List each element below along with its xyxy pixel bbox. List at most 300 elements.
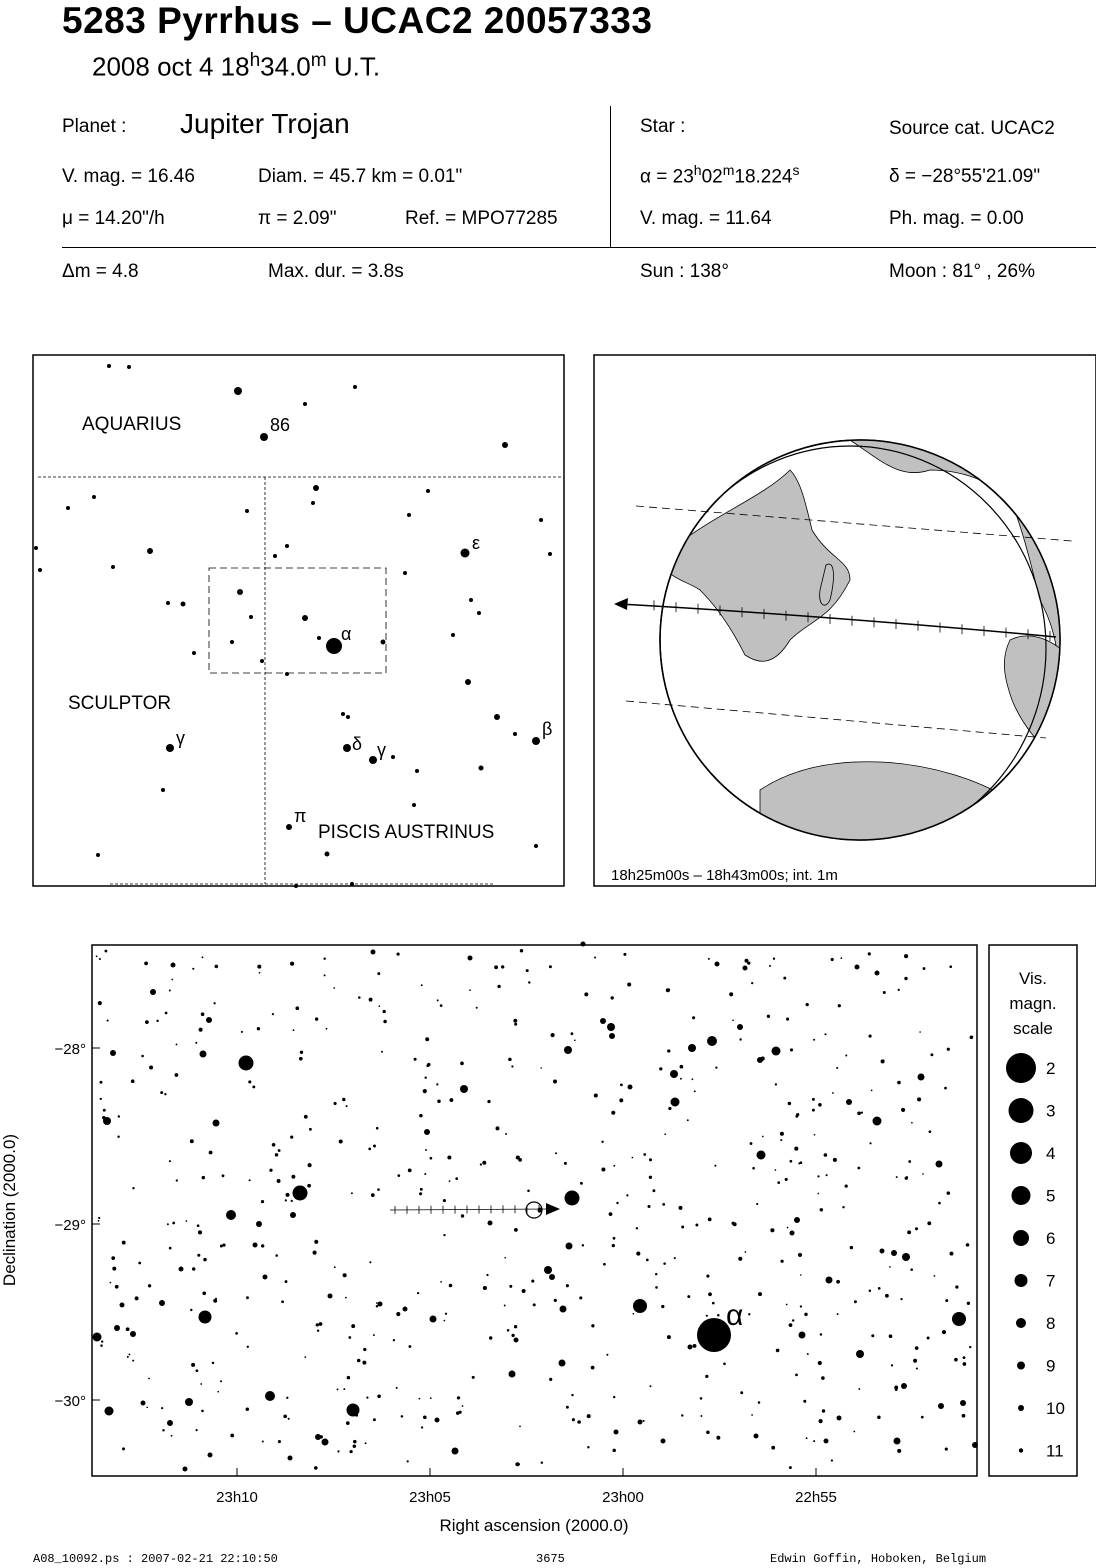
chart-star-faint: [587, 1414, 591, 1418]
chart-star-faint: [486, 1274, 488, 1276]
chart-star-faint: [176, 1043, 178, 1045]
chart-star-faint: [824, 1153, 828, 1157]
label-star-86: 86: [270, 415, 291, 435]
finder-star: [230, 640, 234, 644]
chart-star-faint: [922, 1173, 924, 1175]
chart-star-faint: [619, 1098, 623, 1102]
chart-star-faint: [514, 1325, 517, 1328]
chart-star-faint: [285, 1280, 288, 1283]
chart-star-faint: [739, 1038, 741, 1040]
chart-star: [972, 1442, 978, 1448]
x-axis-label: Right ascension (2000.0): [439, 1516, 629, 1535]
chart-star: [114, 1325, 120, 1331]
chart-star-faint: [319, 1322, 323, 1326]
chart-star: [208, 1453, 213, 1458]
path-direction-arrow: [614, 598, 628, 610]
scale-label: 3: [1046, 1101, 1056, 1121]
chart-star: [159, 1300, 165, 1306]
chart-star-faint: [601, 1167, 605, 1171]
chart-star-faint: [857, 1111, 861, 1115]
finder-star: [325, 852, 330, 857]
chart-star-faint: [712, 1302, 715, 1305]
chart-star: [799, 1332, 806, 1339]
footer-author: Edwin Goffin, Hoboken, Belgium: [770, 1552, 987, 1566]
chart-star-faint: [769, 965, 771, 967]
chart-star-faint: [824, 1033, 826, 1035]
chart-star-faint: [745, 959, 749, 963]
chart-star-faint: [504, 1257, 506, 1259]
chart-star-faint: [197, 1224, 200, 1227]
finder-star: [479, 766, 484, 771]
chart-star-faint: [319, 1435, 322, 1438]
chart-star-faint: [122, 1447, 125, 1450]
chart-star-faint: [275, 1153, 278, 1156]
ytick-label-29: −29°: [54, 1217, 86, 1234]
chart-star-faint: [190, 1139, 194, 1143]
label-aquarius: AQUARIUS: [82, 414, 182, 435]
finder-star: [96, 853, 100, 857]
ra-sec: 18.224: [734, 166, 793, 188]
chart-star-faint: [195, 1042, 197, 1044]
chart-star-faint: [820, 1208, 823, 1211]
chart-star-faint: [293, 1029, 295, 1031]
ra-prefix: α = 23: [640, 166, 694, 188]
chart-star-faint: [445, 1313, 447, 1315]
finder-star: [127, 365, 131, 369]
chart-star-faint: [836, 1067, 838, 1069]
chart-star: [952, 1312, 966, 1326]
chart-star-faint: [687, 1119, 689, 1121]
chart-star-faint: [127, 1356, 129, 1358]
label-pi: π: [294, 806, 307, 826]
chart-star-faint: [440, 1004, 443, 1007]
chart-star-faint: [408, 1169, 412, 1173]
chart-star-faint: [921, 1416, 924, 1419]
chart-star-faint: [616, 1202, 618, 1204]
chart-star: [855, 965, 860, 970]
chart-star-faint: [845, 1054, 847, 1056]
finder-star: [391, 755, 395, 759]
label-piscis-austrinus: PISCIS AUSTRINUS: [318, 822, 495, 843]
chart-star-faint: [430, 1157, 433, 1160]
chart-star-faint: [373, 1145, 376, 1148]
chart-star-faint: [845, 1184, 848, 1187]
chart-star-faint: [230, 1434, 234, 1438]
chart-star-faint: [788, 1102, 791, 1105]
chart-star-faint: [98, 1001, 102, 1005]
chart-star-faint: [826, 1174, 828, 1176]
chart-star-faint: [334, 1102, 337, 1105]
chart-star-faint: [423, 1089, 427, 1093]
chart-star: [403, 1307, 408, 1312]
chart-star-faint: [795, 1374, 798, 1377]
chart-star-faint: [676, 1100, 679, 1103]
chart-star-faint: [507, 1329, 510, 1332]
chart-star-faint: [290, 1136, 293, 1139]
chart-star-faint: [885, 1294, 889, 1298]
chart-star-faint: [587, 1446, 589, 1448]
chart-star-faint: [381, 1051, 383, 1053]
chart-star: [846, 1099, 852, 1105]
chart-star: [488, 1221, 493, 1226]
chart-star-faint: [832, 1092, 834, 1094]
scale-label: 2: [1046, 1059, 1056, 1078]
minutes-text: 34.0: [260, 51, 311, 82]
chart-star-faint: [261, 1244, 264, 1247]
chart-star: [130, 1331, 136, 1337]
chart-star-faint: [897, 1081, 901, 1085]
chart-star: [633, 1299, 647, 1313]
chart-star-faint: [833, 1158, 837, 1162]
finder-star: [66, 506, 70, 510]
chart-star: [200, 1051, 207, 1058]
finder-star: [166, 601, 170, 605]
chart-star-faint: [449, 1180, 451, 1182]
chart-star-faint: [792, 1319, 794, 1321]
chart-star-faint: [854, 1300, 857, 1303]
label-sculptor: SCULPTOR: [68, 693, 172, 714]
chart-star-faint: [789, 1323, 793, 1327]
ytick-label-28: −28°: [54, 1041, 86, 1058]
chart-star-faint: [668, 1107, 671, 1110]
chart-star-faint: [777, 1181, 780, 1184]
chart-star-faint: [326, 1028, 328, 1030]
chart-star: [105, 1407, 114, 1416]
chart-star-faint: [346, 1105, 348, 1107]
page-title: 5283 Pyrrhus – UCAC2 20057333: [62, 0, 653, 41]
chart-star-faint: [369, 998, 373, 1002]
chart-star: [688, 1345, 693, 1350]
chart-star: [452, 1448, 459, 1455]
moon-info: Moon : 81° , 26%: [889, 261, 1035, 282]
chart-star: [607, 1023, 615, 1031]
chart-star-faint: [954, 1358, 958, 1362]
chart-star-faint: [812, 1098, 815, 1101]
chart-star-faint: [636, 1252, 640, 1256]
chart-star-faint: [505, 1133, 507, 1135]
chart-star-faint: [868, 952, 871, 955]
chart-star: [460, 1085, 468, 1093]
chart-star-faint: [100, 1081, 103, 1084]
chart-star-faint: [440, 1281, 442, 1283]
chart-star-faint: [171, 1435, 173, 1437]
finder-star: [161, 788, 165, 792]
chart-star: [566, 1243, 573, 1250]
chart-star-faint: [796, 1113, 799, 1116]
chart-star-faint: [814, 1134, 816, 1136]
chart-star-faint: [526, 969, 529, 972]
finder-star: [326, 638, 342, 654]
chart-star-faint: [680, 1078, 682, 1080]
chart-star-faint: [817, 1175, 819, 1177]
chart-star-faint: [277, 1179, 281, 1183]
chart-star-faint: [314, 1240, 318, 1244]
finder-star: [34, 546, 38, 550]
chart-star-faint: [192, 968, 194, 970]
chart-star-faint: [770, 1228, 774, 1232]
chart-star: [894, 1438, 901, 1445]
chart-star-faint: [549, 965, 552, 968]
chart-star-faint: [549, 1378, 552, 1381]
chart-star-faint: [919, 1031, 921, 1033]
chart-star-faint: [694, 1090, 696, 1092]
chart-star-faint: [278, 1149, 281, 1152]
chart-star-faint: [196, 1369, 199, 1372]
chart-star-faint: [286, 1397, 288, 1399]
finder-star: [407, 513, 411, 517]
ut-suffix: U.T.: [326, 51, 381, 82]
hour-sup: h: [249, 50, 261, 71]
chart-star-faint: [938, 1202, 941, 1205]
chart-star-faint: [259, 972, 261, 974]
chart-star-faint: [871, 1334, 874, 1337]
chart-star-faint: [913, 1359, 917, 1363]
chart-star-faint: [901, 1108, 905, 1112]
chart-star-faint: [700, 1397, 703, 1400]
chart-star-faint: [203, 1258, 206, 1261]
chart-star-faint: [927, 1221, 931, 1225]
chart-star-faint: [112, 1267, 116, 1271]
chart-star-faint: [424, 1173, 426, 1175]
chart-star: [824, 1439, 829, 1444]
finder-star: [147, 548, 153, 554]
finder-star: [451, 633, 455, 637]
chart-star-faint: [172, 1222, 175, 1225]
chart-star: [737, 1024, 743, 1030]
chart-star-faint: [564, 1162, 567, 1165]
chart-star: [430, 1316, 437, 1323]
detail-frame: [92, 945, 977, 1476]
chart-star: [826, 1277, 833, 1284]
chart-star-faint: [612, 1244, 615, 1247]
scale-dot: [1013, 1230, 1029, 1246]
scale-label: 11: [1046, 1441, 1064, 1461]
chart-star-faint: [745, 1251, 747, 1253]
chart-star-faint: [758, 1401, 761, 1404]
chart-star: [206, 1017, 212, 1023]
chart-star-faint: [761, 1057, 765, 1061]
planet-type: Jupiter Trojan: [180, 108, 350, 139]
scale-dot: [1009, 1098, 1034, 1123]
chart-star-faint: [819, 1419, 823, 1423]
finder-star: [532, 737, 540, 745]
finder-star: [260, 433, 268, 441]
chart-star-faint: [659, 1067, 662, 1070]
chart-star-faint: [349, 1450, 352, 1453]
chart-star-faint: [723, 1362, 726, 1365]
chart-star-faint: [288, 1418, 290, 1420]
planet-diameter: Diam. = 45.7 km = 0.01": [258, 166, 463, 187]
chart-star-faint: [620, 1084, 623, 1087]
chart-star-faint: [748, 1313, 750, 1315]
chart-star-faint: [165, 1012, 168, 1015]
chart-star-faint: [613, 1396, 615, 1398]
chart-star-faint: [929, 1130, 932, 1133]
chart-star-faint: [695, 1224, 698, 1227]
finder-star: [343, 744, 351, 752]
chart-star-faint: [200, 1383, 202, 1385]
chart-star-faint: [751, 982, 753, 984]
chart-star-faint: [955, 1285, 958, 1288]
chart-star-faint: [337, 1450, 339, 1452]
chart-star: [600, 1018, 606, 1024]
chart-star-faint: [817, 1193, 819, 1195]
chart-star-faint: [281, 1300, 284, 1303]
chart-star-faint: [889, 1334, 893, 1338]
chart-star-faint: [383, 1010, 386, 1013]
chart-star-faint: [377, 972, 380, 975]
chart-star-faint: [900, 1298, 902, 1300]
chart-star: [256, 1221, 262, 1227]
chart-star-faint: [376, 1127, 379, 1130]
label-alpha: α: [341, 624, 352, 644]
chart-star-faint: [591, 1324, 594, 1327]
chart-star-faint: [786, 1018, 789, 1021]
chart-star-faint: [487, 1100, 490, 1103]
chart-star-faint: [424, 1076, 426, 1078]
chart-star: [120, 1303, 125, 1308]
chart-star-faint: [379, 1005, 381, 1007]
chart-star-faint: [652, 1189, 655, 1192]
chart-star-faint: [100, 1344, 103, 1347]
chart-star: [564, 1046, 572, 1054]
chart-star-faint: [790, 1048, 793, 1051]
star-label: Star :: [640, 116, 686, 137]
chart-star-faint: [582, 1244, 584, 1246]
chart-star: [93, 1333, 102, 1342]
chart-star-faint: [96, 955, 98, 957]
chart-star-faint: [333, 987, 335, 989]
chart-star-faint: [358, 996, 361, 999]
chart-star-faint: [820, 1333, 822, 1335]
chart-star-faint: [145, 1020, 149, 1024]
finder-star: [426, 489, 430, 493]
chart-star-faint: [483, 1286, 487, 1290]
chart-star-faint: [461, 1214, 464, 1217]
chart-star-faint: [160, 1091, 163, 1094]
asteroid-direction-arrow: [546, 1203, 560, 1215]
chart-star-faint: [99, 958, 101, 960]
sun-elongation: Sun : 138°: [640, 261, 729, 282]
chart-star-faint: [511, 1065, 513, 1067]
finder-star: [107, 364, 111, 368]
chart-star-faint: [806, 1437, 808, 1439]
chart-star-faint: [785, 1178, 788, 1181]
finder-star: [92, 495, 96, 499]
chart-star-faint: [910, 1268, 913, 1271]
chart-star-faint: [869, 1289, 872, 1292]
finder-star: [273, 554, 277, 558]
chart-star-faint: [161, 1407, 163, 1409]
chart-star-faint: [419, 1192, 422, 1195]
finder-star: [350, 882, 354, 886]
chart-star-faint: [220, 1245, 223, 1248]
chart-star-faint: [649, 1158, 652, 1161]
chart-star-faint: [693, 1344, 697, 1348]
finder-star: [513, 732, 517, 736]
chart-star: [293, 1186, 308, 1201]
chart-star-faint: [904, 954, 908, 958]
chart-star-faint: [706, 1275, 709, 1278]
chart-star-faint: [257, 1027, 260, 1030]
chart-star-faint: [342, 1098, 345, 1101]
max-duration: Max. dur. = 3.8s: [268, 261, 404, 282]
scale-title-2: magn.: [1009, 994, 1057, 1013]
chart-star-faint: [393, 1339, 395, 1341]
chart-star-faint: [195, 1429, 197, 1431]
chart-star-faint: [780, 1132, 784, 1136]
chart-star-faint: [674, 1257, 676, 1259]
chart-star-faint: [257, 965, 261, 969]
chart-star-faint: [611, 996, 614, 999]
chart-star: [514, 1338, 519, 1343]
chart-star-faint: [613, 1165, 615, 1167]
finder-chart: [33, 355, 564, 888]
chart-star-faint: [397, 953, 400, 956]
chart-star-faint: [930, 1053, 933, 1056]
y-axis-label: Declination (2000.0): [0, 1133, 19, 1287]
chart-star-faint: [551, 1033, 555, 1037]
chart-star-faint: [740, 1391, 743, 1394]
chart-star-faint: [881, 1059, 885, 1063]
chart-star-faint: [804, 1313, 807, 1316]
finder-star: [260, 659, 264, 663]
ra-min: 02: [701, 166, 723, 188]
chart-star-faint: [504, 1305, 506, 1307]
footer-file: A08_10092.ps : 2007-02-21 22:10:50: [33, 1552, 278, 1566]
chart-star-faint: [167, 1223, 169, 1225]
chart-star-faint: [104, 950, 107, 953]
chart-star-faint: [572, 1418, 575, 1421]
chart-star-faint: [896, 1176, 898, 1178]
chart-star-faint: [708, 1218, 712, 1222]
chart-star: [717, 1344, 723, 1350]
scale-dot: [1019, 1448, 1023, 1452]
chart-star-faint: [363, 1348, 366, 1351]
chart-star-faint: [316, 1323, 319, 1326]
chart-star-faint: [831, 958, 834, 961]
chart-star-faint: [714, 1326, 716, 1328]
chart-star-faint: [775, 1169, 777, 1171]
chart-star-faint: [594, 956, 596, 958]
xtick-label-2310: 23h10: [216, 1489, 258, 1506]
detail-area-box: [209, 568, 386, 673]
chart-star-faint: [789, 1466, 792, 1469]
chart-star-faint: [554, 1299, 557, 1302]
chart-star-faint: [897, 1449, 901, 1453]
chart-star-faint: [141, 1055, 144, 1058]
chart-star-faint: [812, 1109, 815, 1112]
chart-star-faint: [895, 1388, 898, 1391]
chart-star-faint: [235, 1332, 238, 1335]
chart-star-faint: [283, 1414, 287, 1418]
chart-star-faint: [966, 1243, 970, 1247]
chart-star-faint: [708, 958, 710, 960]
chart-star-faint: [580, 1182, 583, 1185]
scale-dot: [1006, 1053, 1036, 1083]
date-text: 2008 oct 4 18: [92, 51, 250, 82]
chart-star-faint: [606, 1354, 608, 1356]
chart-star-faint: [111, 1256, 115, 1260]
chart-star: [638, 1420, 643, 1425]
chart-star: [880, 1249, 885, 1254]
chart-star-faint: [889, 1266, 891, 1268]
chart-star: [628, 1085, 633, 1090]
chart-star-faint: [942, 1330, 946, 1334]
chart-star-faint: [776, 1349, 780, 1353]
chart-star-faint: [110, 1282, 112, 1284]
chart-star-faint: [574, 1039, 576, 1041]
